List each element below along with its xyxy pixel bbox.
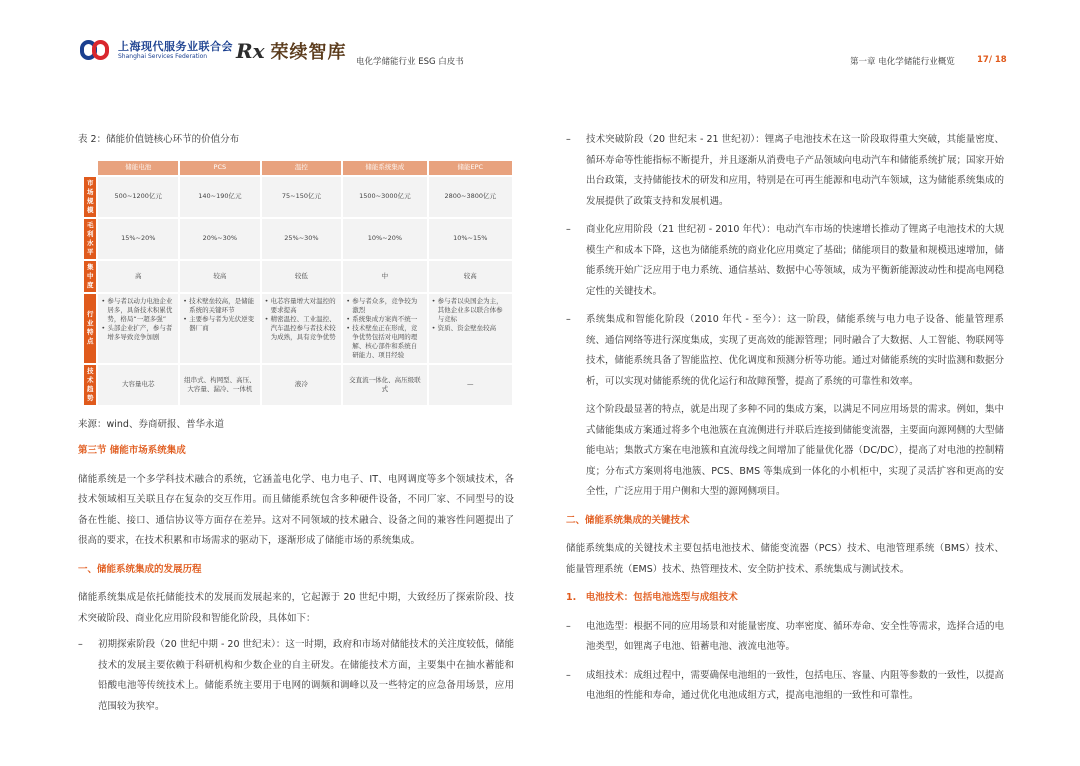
table-cell: 500~1200亿元 [98, 177, 178, 217]
dash-marker: – [566, 620, 571, 632]
table-cell [98, 294, 178, 363]
table-cell: 1500~3000亿元 [343, 177, 426, 217]
table-cell: 75~150亿元 [262, 177, 342, 217]
table-cell: 较低 [262, 261, 342, 292]
section-intro: 储能系统是一个多学科技术融合的系统，它涵盖电化学、电力电子、IT、电网调度等多个领域技术，各技术领域相互关联且存在复杂的交互作用。而且储能系统包含多种硬件设备，不同厂家、不同型号的设备在性能、接口、通信协议等方面存在差异。这对不同领域的技术融合、设备之间的兼容性问题提出了很高的要求，在技术积累和市场需求的驱动下，逐渐形成了储能市场的系统集成。 [78, 473, 514, 546]
dash-marker: – [566, 134, 571, 145]
page-header [0, 0, 1080, 72]
row-header: 行业特点 [84, 294, 96, 363]
table-cell [429, 294, 512, 363]
subsection-title: 1. 电池技术：包括电池选型与成组技术 [566, 592, 738, 603]
list-item: • 技术壁垒较高，是储能系统的关键环节 [183, 297, 257, 315]
table-cell: 较高 [180, 261, 260, 292]
rx-logo-mark: Rx [236, 39, 265, 63]
table-header-row [84, 161, 512, 175]
table-cell: 10%~15% [429, 219, 512, 259]
row-header: 技术趋势 [84, 365, 96, 405]
org-name-en: Shanghai Services Federation [118, 52, 208, 60]
dash-marker: – [566, 224, 571, 235]
left-column [78, 130, 514, 717]
rx-logo [236, 38, 347, 64]
table-cell: 20%~30% [180, 219, 260, 259]
table-row [84, 261, 512, 292]
list-item: • 精密温控、工业温控、汽车温控参与者技术较为成熟，具有竞争优势 [265, 315, 339, 342]
table-cell: 25%~30% [262, 219, 342, 259]
subsection-intro: 储能系统集成是依托储能技术的发展而发展起来的，它起源于 20 世纪中期，大致经历了探索阶段、技术突破阶段、商业化应用阶段和智能化阶段，具体如下： [78, 592, 514, 624]
table-row [84, 365, 512, 405]
table-cell: — [429, 365, 512, 405]
dash-marker: – [566, 314, 571, 325]
table-row [84, 219, 512, 259]
table-cell: 140~190亿元 [180, 177, 260, 217]
list-item: • 电芯容量增大对温控的要求提高 [265, 297, 339, 315]
table-cell [343, 294, 426, 363]
column-header: 储能电池 [98, 161, 178, 175]
list-item-continuation: 这个阶段最显著的特点，就是出现了多种不同的集成方案，以满足不同应用场景的需求。例如，集中式储能集成方案通过将多个电池簇在直流侧进行并联后连接到储能变流器，主要面向源网侧的大型储能电站；集散式方案在电池簇和直流母线之间增加了能量优化器（DC/DC），提高了对电池的控制精度；分布式方案则将电池簇、PCS、BMS 等集成到一体化的小机柜中，实现了灵活扩容和更高的安全性，广泛应用于用户侧和大型的源网侧项目。 [586, 404, 1005, 497]
doc-title: 电化学储能行业 ESG 白皮书 [356, 57, 464, 67]
table-row [84, 177, 512, 217]
table-cell: 较高 [429, 261, 512, 292]
table-cell: 中 [343, 261, 426, 292]
list-item: – 成组技术：成组过程中，需要确保电池组的一致性，包括电压、容量、内阻等参数的一致性，以提高电池组的性能和寿命，通过优化电池成组方式，提高电池组的一致性和可靠性。 [566, 666, 1004, 707]
list-item: • 参与者以央国企为主，其他企业多以联合体参与竞标 [432, 297, 509, 324]
list-item: – 系统集成和智能化阶段（2010 年代 - 至今）：这一阶段，储能系统与电力电子设备、能量管理系统、通信网络等进行深度集成，实现了更高效的能源管理；同时融合了大数据、人工智能、物联网等技术，储能系统具备了智能监控、优化调度和预测分析等功能。通过对储能系统的实时监测和数据分析，可以实现对储能系统的优化运行和故障预警，提高了系统的可靠性和效率。 [566, 310, 1004, 392]
list-item: – 技术突破阶段（20 世纪末 - 21 世纪初）：锂离子电池技术在这一阶段取得重大突破，其能量密度、循环寿命等性能指标不断提升，并且逐渐从消费电子产品领域向电动汽车和储能系统扩展；国家开始出台政策，支持储能技术的研发和应用，特别是在可再生能源和电动汽车领域，这为储能系统集成的发展提供了政策支持和发展机遇。 [566, 130, 1004, 212]
brand-name: 荣续智库 [270, 42, 347, 63]
list-item: • 头部企业扩产，参与者增多导致竞争加剧 [101, 324, 175, 342]
ssf-logo-mark-icon [80, 38, 112, 62]
row-header: 毛利水平 [84, 219, 96, 259]
list-item: – 电池选型：根据不同的应用场景和对能量密度、功率密度、循环寿命、安全性等需求，选择合适的电池类型，如锂离子电池、铅蓄电池、液流电池等。 [566, 617, 1004, 658]
table-cell [180, 294, 260, 363]
ssf-logo [80, 38, 233, 62]
subsection-intro: 储能系统集成的关键技术主要包括电池技术、储能变流器（PCS）技术、电池管理系统（BMS）技术、能量管理系统（EMS）技术、热管理技术、安全防护技术、系统集成与测试技术。 [566, 543, 1004, 575]
table-cell: 液冷 [262, 365, 342, 405]
row-header: 集中度 [84, 261, 96, 292]
column-header: 储能EPC [429, 161, 512, 175]
value-distribution-table [82, 159, 514, 407]
dash-marker: – [78, 639, 83, 650]
column-header: PCS [180, 161, 260, 175]
dash-marker: – [566, 669, 571, 681]
subsection-title: 一、储能系统集成的发展历程 [78, 563, 202, 575]
table-cell: 2800~3800亿元 [429, 177, 512, 217]
list-item: • 系统集成方案尚不统一 [346, 315, 423, 324]
org-name-cn: 上海现代服务业联合会 [118, 39, 233, 53]
table-cell: 大容量电芯 [98, 365, 178, 405]
list-item: – 商业化应用阶段（21 世纪初 - 2010 年代）：电动汽车市场的快速增长推动了锂离子电池技术的大规模生产和成本下降，这也为储能系统的商业化应用奠定了基础；储能项目的数量和规模迅速增加，储能系统开始广泛应用于电力系统、通信基站、数据中心等领域，成为平衡新能源波动性和提高电网稳定性的关键技术。 [566, 220, 1004, 302]
section-title: 第三节 储能市场系统集成 [78, 445, 186, 456]
list-item: • 资质、资金壁垒较高 [432, 324, 509, 333]
table-cell: 交直流一体化、高压级联式 [343, 365, 426, 405]
table-row [84, 294, 512, 363]
list-item: • 主要参与者为光伏逆变器厂商 [183, 315, 257, 333]
page-number: 17/ 18 [977, 55, 1007, 65]
list-item: • 参与者以动力电池企业居多，具备技术积累优势，格局“一超多强” [101, 297, 175, 324]
table-cell: 15%~20% [98, 219, 178, 259]
table-source: 来源：wind、券商研报、普华永道 [78, 418, 224, 430]
column-header: 储能系统集成 [343, 161, 426, 175]
table-cell: 高 [98, 261, 178, 292]
chapter-title: 第一章 电化学储能行业概览 [850, 57, 955, 67]
table-cell [262, 294, 342, 363]
column-header: 温控 [262, 161, 342, 175]
subsection-title: 二、储能系统集成的关键技术 [566, 514, 690, 526]
list-item: – 初期探索阶段（20 世纪中期 - 20 世纪末）：这一时期，政府和市场对储能技术的关注度较低，储能技术的发展主要依赖于科研机构和少数企业的自主研发。在储能技术方面，主要集中在抽水蓄能和铅酸电池等传统技术上。储能系统主要用于电网的调频和调峰以及一些特定的应急备用场景，应用范围较为狭窄。 [78, 635, 514, 717]
table-caption: 表 2：储能价值链核心环节的价值分布 [78, 134, 240, 145]
list-item: • 技术壁垒正在形成，竞争优势包括对电网的理解、核心部件和系统自研能力、项目经验 [346, 324, 423, 360]
right-column [566, 130, 1004, 707]
row-header: 市场规模 [84, 177, 96, 217]
list-item: • 参与者众多，竞争较为激烈 [346, 297, 423, 315]
table-cell: 组串式、构网型、高压、大容量、漏冷、一体机 [180, 365, 260, 405]
table-cell: 10%~20% [343, 219, 426, 259]
